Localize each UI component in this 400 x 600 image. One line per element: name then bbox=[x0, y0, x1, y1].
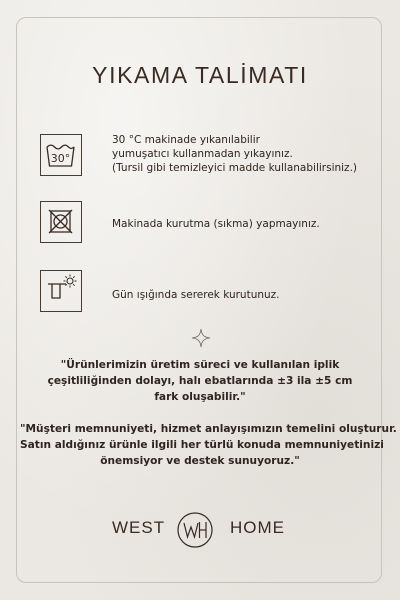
instruction-line: 30 °C makinade yıkanılabilir bbox=[112, 134, 260, 146]
note-line: fark oluşabilir." bbox=[154, 391, 246, 403]
size-tolerance-note bbox=[20, 357, 380, 405]
instruction-line: yumuşatıcı kullanmadan yıkayınız. bbox=[112, 148, 293, 160]
note-line: çeşitliliğinden dolayı, halı ebatlarında ±3 ila ±5 cm bbox=[47, 375, 353, 387]
note-line: önemsiyor ve destek sunuyoruz." bbox=[100, 455, 300, 467]
no-tumble-dry-icon bbox=[40, 201, 82, 243]
instruction-line: Makinada kurutma (sıkma) yapmayınız. bbox=[112, 218, 320, 230]
wash-temp-label: 30° bbox=[50, 152, 71, 165]
line-dry-in-sun-icon bbox=[40, 270, 82, 312]
brand-name-left: WEST bbox=[112, 518, 166, 537]
instruction-no-tumble-dry bbox=[112, 217, 320, 231]
page-title: YIKAMA TALİMATI bbox=[92, 62, 308, 88]
sparkle-divider-icon bbox=[191, 328, 211, 348]
instruction-line-dry bbox=[112, 288, 280, 302]
note-line: "Ürünlerimizin üretim süreci ve kullanılan iplik bbox=[60, 359, 340, 371]
instruction-line: (Tursil gibi temizleyici madde kullanabilirsiniz.) bbox=[112, 162, 358, 174]
note-line: Satın aldığınız ürünle ilgili her türlü konuda memnuniyetinizi bbox=[20, 439, 384, 451]
wash-30-icon bbox=[40, 134, 82, 176]
customer-service-note bbox=[20, 421, 397, 469]
instruction-line: Gün ışığında sererek kurutunuz. bbox=[112, 289, 280, 301]
brand-logo bbox=[175, 510, 215, 550]
instruction-wash bbox=[112, 133, 357, 175]
brand-name-right: HOME bbox=[230, 518, 285, 537]
note-line: "Müşteri memnuniyeti, hizmet anlayışımızın temelini oluşturur. bbox=[20, 423, 397, 435]
brand-footer bbox=[0, 510, 400, 550]
